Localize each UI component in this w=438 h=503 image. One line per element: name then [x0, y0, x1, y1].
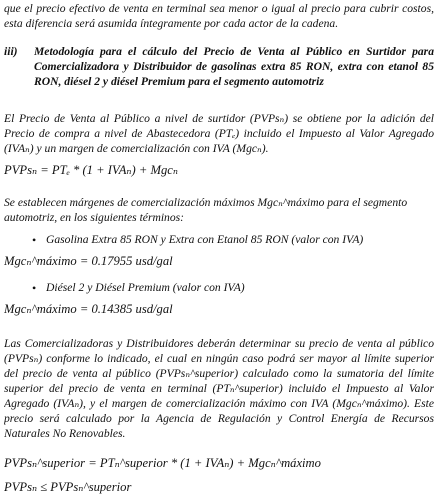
- section-heading-line: Metodología para el cálculo del Precio de Venta al Público en Surtidor para: [34, 45, 434, 58]
- paragraph-line: precio será calculado por la Agencia de Regulación y Control Energía de Recursos: [4, 412, 434, 425]
- paragraph-line: Se establecen márgenes de comercialización máximos Mgcₙ^máximo para el segmento: [4, 196, 408, 209]
- formula-margin-diesel: Mgcₙ^máximo = 0.14385 usd/gal: [4, 302, 173, 316]
- formula-pvps: PVPsₙ = PTₑ * (1 + IVAₙ) + Mgcₙ: [4, 163, 178, 177]
- paragraph-line: Agregado (IVAₙ), y el margen de comercialización máximo con IVA (Mgcₙ^máximo). Este: [4, 397, 434, 410]
- bullet-icon: •: [32, 281, 37, 295]
- bullet-item: Diésel 2 y Diésel Premium (valor con IVA): [46, 281, 245, 294]
- formula-margin-gasoline: Mgcₙ^máximo = 0.17955 usd/gal: [4, 254, 173, 268]
- formula-inequality: PVPsₙ ≤ PVPsₙ^superior: [4, 480, 132, 494]
- bullet-item: Gasolina Extra 85 RON y Extra con Etanol 85 RON (valor con IVA): [46, 233, 364, 246]
- paragraph-line: superior del precio de venta en terminal (PTₙ^superior) incluido el Impuesto al Valor: [4, 382, 434, 395]
- text-line: que el precio efectivo de venta en terminal sea menor o igual al precio para cubrir costos,: [4, 2, 434, 15]
- paragraph-line: (IVAₙ) y un margen de comercialización con IVA (Mgcₙ).: [4, 142, 269, 155]
- paragraph-line: del precio de venta al público (PVPsₙ^superior) calculado como la sumatoria del límite: [4, 367, 434, 380]
- formula-upper-limit: PVPsₙ^superior = PTₙ^superior * (1 + IVAₙ) + Mgcₙ^máximo: [4, 456, 321, 470]
- bullet-icon: •: [32, 233, 37, 247]
- heading-number: iii): [4, 45, 18, 58]
- section-heading-line: Comercializadora y Distribuidor de gasolinas extra 85 RON, extra con etanol 85: [34, 60, 434, 73]
- text-line: esta diferencia será asumida íntegramente por cada actor de la cadena.: [4, 17, 339, 30]
- paragraph-line: Naturales No Renovables.: [4, 427, 126, 440]
- paragraph-line: El Precio de Venta al Público a nivel de surtidor (PVPsₙ) se obtiene por la adición del: [4, 112, 434, 125]
- paragraph-line: automotriz, en los siguientes términos:: [4, 211, 185, 224]
- paragraph-line: Precio de compra a nivel de Abastecedora (PTₑ) incluido el Impuesto al Valor Agregado: [4, 127, 434, 140]
- paragraph-line: Las Comercializadoras y Distribuidores deberán determinar su precio de venta al público: [4, 337, 434, 350]
- section-heading-line: RON, diésel 2 y diésel Premium para el segmento automotriz: [34, 75, 324, 88]
- paragraph-line: (PVPsₙ) conforme lo indicado, el cual en ningún caso podrá ser mayor al límite superior: [4, 352, 434, 365]
